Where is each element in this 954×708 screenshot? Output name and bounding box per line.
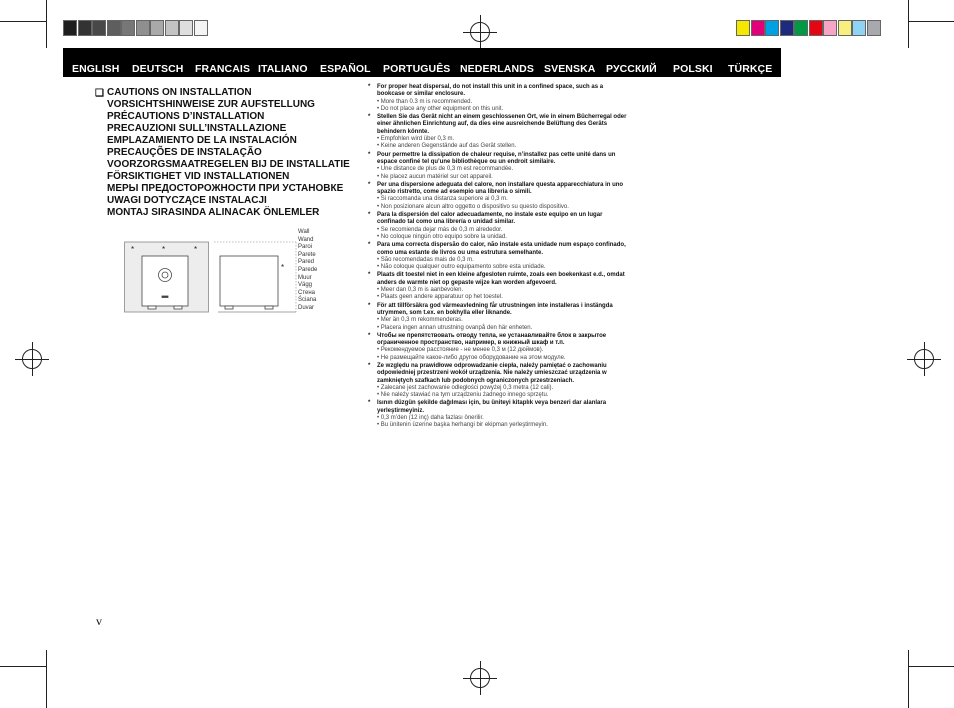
- note-bullet: • Meer dan 0,3 m is aanbevolen.: [377, 287, 464, 294]
- note-bullet: • Ne placez aucun matériel sur cet appareil.: [377, 173, 493, 180]
- language-polski: POLSKI: [673, 63, 713, 75]
- heading-espanol: EMPLAZAMIENTO DE LA INSTALACIÓN: [107, 135, 297, 146]
- wall-label: Pared: [298, 259, 315, 266]
- note-bullet: • Si raccomanda una distanza superiore ai 0,3 m.: [377, 196, 508, 203]
- gray-swatch: [150, 20, 164, 36]
- note-bullet: • Не размещайте какое-либо другое оборудование на этом модуле.: [377, 354, 566, 361]
- note-lead: För att tillförsäkra god värmeavledning får utrustningen inte installeras i instängda utrymmen, som t.ex. en bokhylla eller liknande.: [377, 302, 613, 316]
- wall-label: Wand: [298, 236, 314, 243]
- language-english: ENGLISH: [72, 63, 120, 75]
- note-block: [368, 333, 630, 362]
- note-bullet: • Non posizionare alcun altro oggetto o dispositivo su questo dispositivo.: [377, 203, 569, 210]
- note-bullet-text: São recomendadas mais de 0,3 m.: [380, 256, 474, 263]
- note-marker: *: [368, 114, 371, 121]
- heading-nederlands: VOORZORGSMAATREGELEN BIJ DE INSTALLATIE: [107, 159, 350, 170]
- process-color-swatch: [838, 20, 852, 36]
- language-svenska: SVENSKA: [544, 63, 596, 75]
- note-bullet: • Keine anderen Gegenstände auf das Gerät stellen.: [377, 143, 517, 150]
- gray-swatch: [121, 20, 135, 36]
- wall-label: Wall: [298, 229, 310, 235]
- wall-labels: [298, 229, 317, 313]
- installation-cautions-headings: [96, 87, 361, 219]
- note-bullet: • Une distance de plus de 0,3 m est recommandée.: [377, 166, 514, 173]
- installation-notes: [368, 84, 630, 431]
- note-marker: *: [368, 332, 371, 339]
- note-block: [368, 212, 630, 241]
- note-bullet-text: Meer dan 0,3 m is aanbevolen.: [380, 287, 464, 294]
- note-lead: For proper heat dispersal, do not install this unit in a confined space, such as a bookcase or similar enclosure.: [377, 84, 604, 98]
- heading-turkce: MONTAJ SIRASINDA ALINACAK ÖNLEMLER: [107, 207, 320, 218]
- process-color-swatch: [736, 20, 750, 36]
- process-color-swatch: [809, 20, 823, 36]
- heading-svenska: FÖRSIKTIGHET VID INSTALLATIONEN: [107, 171, 290, 182]
- note-bullet-text: Nie należy stawiać na tym urządzeniu żadnego innego sprzętu.: [380, 392, 549, 399]
- note-bullet-text: Non posizionare alcun altro oggetto o dispositivo su questo dispositivo.: [380, 203, 569, 210]
- note-bullet: • No coloque ningún otro equipo sobre la unidad.: [377, 233, 507, 240]
- note-bullet: • Do not place any other equipment on this unit.: [377, 105, 504, 112]
- process-color-swatch: [765, 20, 779, 36]
- registration-mark-right: [914, 349, 934, 369]
- wall-label: Ściana: [298, 297, 317, 304]
- note-bullet-text: Bu ünitenin üzerine başka herhangi bir ekipman yerleştirmeyin.: [380, 422, 548, 429]
- language-italiano: ITALIANO: [258, 63, 308, 75]
- note-lead: Чтобы не препятствовать отводу тепла, не устанавливайте блок в закрытое ограниченное пространство, например, в книжный шкаф и т.п.: [377, 332, 607, 347]
- gray-swatch: [107, 20, 121, 36]
- note-marker: *: [368, 151, 371, 158]
- note-bullet: • Se recomienda dejar más de 0,3 m alrededor.: [377, 226, 503, 233]
- gray-swatch: [194, 20, 208, 36]
- note-bullet: • Bu ünitenin üzerine başka herhangi bir ekipman yerleştirmeyin.: [377, 422, 548, 429]
- note-bullet: • Zalecane jest zachowanie odległości powyżej 0,3 metra (12 cali).: [377, 384, 554, 391]
- gray-swatch: [136, 20, 150, 36]
- wall-label: Vägg: [298, 282, 313, 289]
- gray-swatch: [78, 20, 92, 36]
- heading-polski: UWAGI DOTYCZĄCE INSTALACJI: [107, 195, 267, 206]
- language-portugues: PORTUGUÊS: [383, 63, 451, 75]
- note-bullet: • Plaats geen andere apparatuur op het toestel.: [377, 294, 503, 301]
- note-bullet: • Nie należy stawiać na tym urządzeniu żadnego innego sprzętu.: [377, 392, 549, 399]
- note-bullet-text: Zalecane jest zachowanie odległości powyżej 0,3 metra (12 cali).: [380, 384, 554, 391]
- heading-russian: МЕРЫ ПРЕДОСТОРОЖНОСТИ ПРИ УСТАНОВКЕ: [107, 183, 344, 194]
- wall-label: Duvar: [298, 304, 315, 311]
- note-bullet-text: Si raccomanda una distanza superiore ai 0,3 m.: [380, 196, 508, 203]
- note-bullet-text: Do not place any other equipment on this unit.: [380, 105, 504, 112]
- language-nederlands: NEDERLANDS: [460, 63, 534, 75]
- note-marker: *: [368, 242, 371, 249]
- page-number: v: [96, 614, 102, 628]
- note-marker: *: [368, 400, 371, 407]
- note-marker: *: [368, 302, 371, 309]
- note-bullet: • Não coloque qualquer outro equipamento sobre esta unidade.: [377, 264, 546, 271]
- note-block: [368, 363, 630, 399]
- heading-deutsch: VORSICHTSHINWEISE ZUR AUFSTELLUNG: [107, 99, 315, 110]
- note-lead: Para uma correcta dispersão do calor, não instale esta unidade num espaço confinado, como uma estante de livros ou uma estrutura semelhante.: [377, 242, 626, 256]
- note-bullet: • Mer än 0,3 m rekommenderas.: [377, 317, 463, 324]
- process-color-swatch: [852, 20, 866, 36]
- note-bullet: • More than 0.3 m is recommended.: [377, 98, 473, 105]
- note-bullet-text: 0,3 m’den (12 inç) daha fazlası önerilir.: [380, 415, 484, 422]
- wall-label: Muur: [298, 274, 312, 281]
- note-bullet: • Рекомендуемое расстояние - не менее 0,3 м (12 дюймов).: [377, 347, 544, 354]
- language-bar: [63, 48, 781, 77]
- gray-swatch: [165, 20, 179, 36]
- process-color-swatch: [823, 20, 837, 36]
- clearance-asterisk-top-left: *: [131, 245, 135, 254]
- heading-portugues: PRECAUÇÕES DE INSTALAÇÃO: [107, 147, 262, 158]
- language-francais: FRANCAIS: [195, 63, 251, 75]
- note-bullet-text: Ne placez aucun matériel sur cet appareil.: [380, 173, 493, 180]
- process-color-swatch: [794, 20, 808, 36]
- checkbox-square-icon: ❑: [95, 88, 104, 99]
- note-bullet-text: Keine anderen Gegenstände auf das Gerät stellen.: [380, 143, 517, 150]
- gray-swatch: [179, 20, 193, 36]
- note-lead: Ze względu na prawidłowe odprowadzanie ciepła, należy pamiętać o zachowaniu odpowiedniej przestrzeni wokół urządzenia. Nie należy umieszczać urządzenia w zamkniętych szafkach lub podobnych ograniczonych przestrzeniach.: [377, 362, 607, 384]
- clearance-asterisk-top: *: [162, 245, 166, 254]
- wall-label: Стена: [298, 289, 316, 296]
- process-color-swatch: [751, 20, 765, 36]
- registration-mark-bottom: [470, 668, 490, 688]
- registration-mark-top: [470, 22, 490, 42]
- note-block: [368, 152, 630, 181]
- note-bullet-text: Mer än 0,3 m rekommenderas.: [380, 317, 463, 324]
- language-russian: РУССКИЙ: [606, 63, 657, 75]
- note-bullet: • São recomendadas mais de 0,3 m.: [377, 256, 474, 263]
- note-lead: Plaats dit toestel niet in een kleine afgesloten ruimte, zoals een boekenkast e.d., omdat anders de warmte niet op gepaste wijze kan worden afgevoerd.: [377, 272, 625, 286]
- note-bullet-text: Placera ingen annan utrustning ovanpå den här enheten.: [380, 324, 533, 331]
- note-bullet-text: Se recomienda dejar más de 0,3 m alrededor.: [380, 226, 503, 233]
- note-bullet: • Empfohlen wird über 0,3 m.: [377, 136, 455, 143]
- note-block: [368, 242, 630, 271]
- note-lead: Para la dispersión del calor adecuadamente, no instale este equipo en un lugar confinado tal como una librería o unidad similar.: [377, 212, 603, 226]
- note-bullet-text: Não coloque qualquer outro equipamento sobre esta unidade.: [380, 264, 546, 271]
- heading-italiano: PRECAUZIONI SULL’INSTALLAZIONE: [107, 123, 287, 134]
- note-block: [368, 303, 630, 332]
- language-turkce: TÜRKÇE: [728, 63, 773, 75]
- note-bullet-text: Рекомендуемое расстояние - не менее 0,3 м (12 дюймов).: [380, 347, 544, 354]
- note-bullet-text: Empfohlen wird über 0,3 m.: [380, 136, 455, 143]
- note-block: [368, 400, 630, 429]
- note-marker: *: [368, 212, 371, 219]
- note-lead: Pour permettre la dissipation de chaleur requise, n’installez pas cette unité dans un espace confiné tel qu’une bibliothèque ou un endroit similaire.: [377, 151, 616, 165]
- registration-mark-left: [22, 349, 42, 369]
- note-bullet-text: Une distance de plus de 0,3 m est recommandée.: [380, 166, 514, 173]
- note-block: [368, 272, 630, 301]
- clearance-asterisk-top-right: *: [194, 245, 198, 254]
- note-bullet: • 0,3 m’den (12 inç) daha fazlası önerilir.: [377, 415, 484, 422]
- wall-label: Parede: [298, 266, 318, 273]
- note-bullet-text: Plaats geen andere apparatuur op het toestel.: [380, 294, 503, 301]
- note-bullet-text: More than 0.3 m is recommended.: [380, 98, 473, 105]
- clearance-asterisk-side: *: [281, 263, 285, 272]
- note-bullet-text: No coloque ningún otro equipo sobre la unidad.: [380, 233, 507, 240]
- note-bullet: • Placera ingen annan utrustning ovanpå den här enheten.: [377, 324, 533, 331]
- note-block: [368, 182, 630, 211]
- note-lead: Per una dispersione adeguata del calore, non installare questa apparecchiatura in uno spazio ristretto, come ad esempio una libreria o simili.: [377, 181, 624, 196]
- note-bullet-text: Не размещайте какое-либо другое оборудование на этом модуле.: [380, 354, 566, 361]
- note-lead: Stellen Sie das Gerät nicht an einem geschlossenen Ort, wie in einem Bücherregal oder einer ähnlichen Einrichtung auf, da dies eine ausreichende Belüftung des Geräts behindern könnte.: [377, 114, 627, 135]
- side-view: [214, 242, 296, 312]
- language-espanol: ESPAÑOL: [320, 63, 371, 75]
- note-block: [368, 114, 630, 150]
- gray-swatch: [92, 20, 106, 36]
- wall-label: Parete: [298, 251, 316, 258]
- heading-english: CAUTIONS ON INSTALLATION: [107, 87, 252, 98]
- installation-clearance-diagram: [124, 230, 352, 320]
- note-marker: *: [368, 362, 371, 369]
- note-lead: Isının düzgün şekilde dağılması için, bu üniteyi kitaplık veya benzeri dar alanlara yerleştirmeyiniz.: [377, 400, 607, 414]
- wall-label: Paroi: [298, 244, 313, 251]
- gray-swatch: [63, 20, 77, 36]
- note-marker: *: [368, 181, 371, 188]
- note-marker: *: [368, 84, 371, 90]
- note-marker: *: [368, 272, 371, 279]
- process-color-swatch: [867, 20, 881, 36]
- heading-francais: PRÉCAUTIONS D’INSTALLATION: [107, 111, 265, 122]
- note-block: [368, 84, 630, 113]
- language-deutsch: DEUTSCH: [132, 63, 184, 75]
- process-color-swatch: [780, 20, 794, 36]
